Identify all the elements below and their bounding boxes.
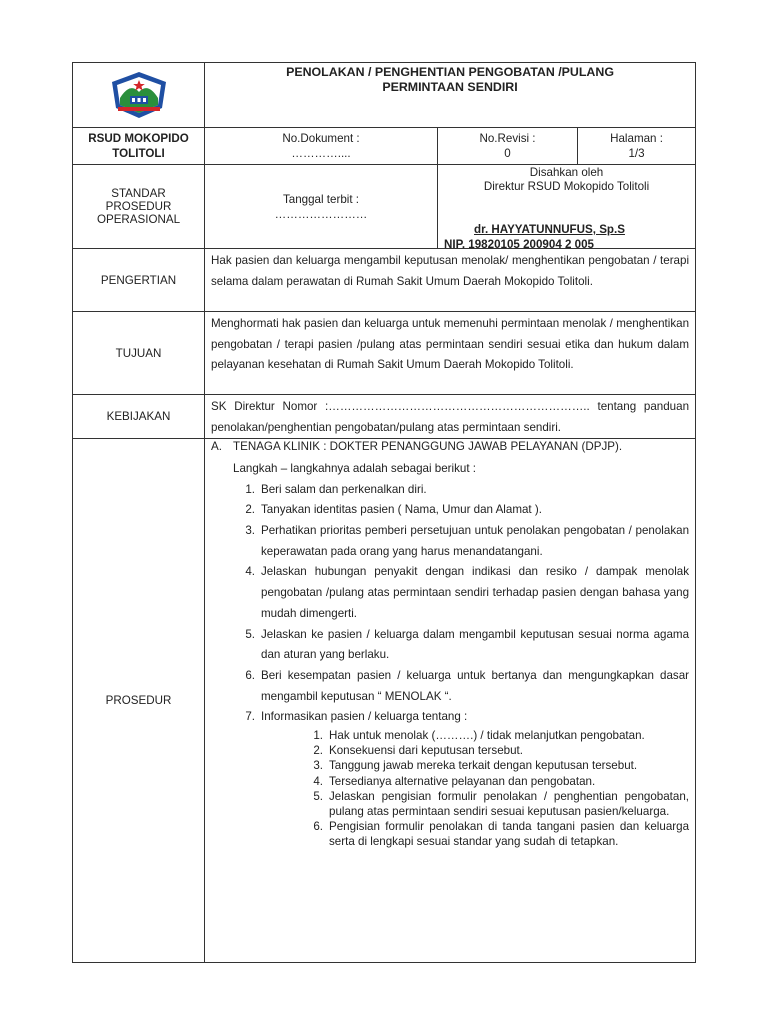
no-dokumen-cell — [205, 128, 438, 165]
pengesahan-cell — [438, 165, 696, 249]
item-text: Beri kesempatan pasien / keluarga untuk bertanya dan mengungkapkan dasar mengambil keputusan “ MENOLAK “. — [261, 668, 690, 703]
item-number: 3. — [313, 759, 323, 773]
item-text: Pengisian formulir penolakan di tanda tangani pasien dan keluarga serta di lengkapi sesuai standar yang sudah di tetapkan. — [329, 820, 690, 849]
list-item — [233, 707, 689, 728]
halaman-value: 1/3 — [628, 147, 645, 160]
item-number: 5. — [245, 627, 255, 641]
item-number: 4. — [245, 565, 255, 579]
item-number: 4. — [313, 774, 323, 788]
item-text: Tersedianya alternative pelayanan dan pengobatan. — [329, 774, 596, 788]
tujuan-text: Menghormati hak pasien dan keluarga untuk memenuhi permintaan menolak / menghentikan pengobatan / terapi pasien /pulang atas permintaan sendiri sesuai etika dan hukum dalam pelayanan kesehatan di Rumah Sakit Umum Daerah Mokopido Tolitoli. — [205, 312, 696, 395]
substeps-list — [211, 728, 689, 850]
item-number: 1. — [313, 729, 323, 743]
item-text: Beri salam dan perkenalkan diri. — [261, 482, 427, 496]
list-item — [301, 743, 689, 758]
item-number: 6. — [313, 820, 323, 834]
halaman-cell — [578, 128, 696, 165]
item-text: Perhatikan prioritas pemberi persetujuan untuk penolakan pengobatan / penolakan keperawatan pada orang yang harus menandatangani. — [261, 524, 690, 558]
no-revisi-value: 0 — [504, 147, 511, 160]
item-text: Informasikan pasien / keluarga tentang : — [261, 710, 468, 724]
pengertian-label: PENGERTIAN — [73, 249, 205, 312]
signer-name: dr. HAYYATUNNUFUS, Sp.S — [474, 223, 625, 236]
item-text: Tanyakan identitas pasien ( Nama, Umur dan Alamat ). — [261, 503, 542, 517]
section-a-title: TENAGA KLINIK : DOKTER PENANGGUNG JAWAB PELAYANAN (DPJP). — [233, 440, 623, 454]
hospital-logo — [108, 68, 170, 120]
item-number: 7. — [245, 710, 255, 724]
item-number: 3. — [245, 524, 255, 538]
steps-intro: Langkah – langkahnya adalah sebagai berikut : — [233, 461, 477, 475]
signer-nip: NIP. 19820105 200904 2 005 — [444, 238, 594, 251]
steps-list — [211, 480, 689, 728]
sop-line-3: OPERASIONAL — [96, 213, 181, 226]
prosedur-content — [205, 439, 696, 963]
list-item — [233, 500, 689, 521]
item-number: 5. — [313, 789, 323, 803]
title-line-2: PERMINTAAN SENDIRI — [382, 80, 518, 94]
logo-cell — [73, 63, 205, 128]
item-text: Jelaskan hubungan penyakit dengan indikasi dan resiko / dampak menolak pengobatan /pulang atas permintaan sendiri terhadap pasien dengan bahasa yang mudah dimengerti. — [261, 565, 690, 620]
kebijakan-label: KEBIJAKAN — [73, 395, 205, 439]
item-text: Konsekuensi dari keputusan tersebut. — [329, 744, 523, 758]
item-number: 6. — [245, 668, 255, 682]
kebijakan-text: SK Direktur Nomor :………………………………………………………….. tentang panduan penolakan/penghentian pengobatan/pulang atas permintaan sendiri. — [205, 395, 696, 439]
list-item — [233, 666, 689, 707]
sop-line-2: PROSEDUR — [105, 200, 172, 213]
title-line-1: PENOLAKAN / PENGHENTIAN PENGOBATAN /PULANG — [286, 65, 614, 79]
list-item — [301, 758, 689, 773]
list-item — [233, 480, 689, 501]
sop-line-1: STANDAR — [111, 187, 166, 200]
no-revisi-cell — [438, 128, 578, 165]
direktur-title: Direktur RSUD Mokopido Tolitoli — [483, 180, 650, 193]
no-revisi-label: No.Revisi : — [479, 132, 536, 145]
section-a-marker: A. — [211, 440, 222, 454]
list-item — [233, 562, 689, 624]
document-title — [205, 63, 696, 128]
list-item — [301, 774, 689, 789]
prosedur-label: PROSEDUR — [73, 439, 205, 963]
sop-table — [72, 62, 696, 963]
list-item — [233, 521, 689, 562]
item-number: 1. — [245, 482, 255, 496]
halaman-label: Halaman : — [610, 132, 663, 145]
hospital-name — [73, 128, 205, 165]
disahkan-oleh: Disahkan oleh — [529, 166, 604, 179]
hospital-name-line-2: TOLITOLI — [112, 147, 165, 160]
item-text: Hak untuk menolak (……….) / tidak melanjutkan pengobatan. — [329, 729, 645, 743]
pengertian-text: Hak pasien dan keluarga mengambil keputusan menolak/ menghentikan pengobatan / terapi selama dalam perawatan di Rumah Sakit Umum Daerah Mokopido Tolitoli. — [205, 249, 696, 312]
list-item — [301, 728, 689, 743]
list-item — [301, 819, 689, 849]
item-text: Tanggung jawab mereka terkait dengan keputusan tersebut. — [329, 759, 638, 773]
tujuan-label: TUJUAN — [73, 312, 205, 395]
item-number: 2. — [313, 744, 323, 758]
no-dokumen-label: No.Dokument : — [282, 132, 360, 145]
no-dokumen-value: ………….... — [291, 147, 351, 160]
item-number: 2. — [245, 503, 255, 517]
item-text: Jelaskan ke pasien / keluarga dalam mengambil keputusan sesuai norma agama dan aturan yang berlaku. — [261, 627, 690, 662]
prosedur-section-a — [211, 439, 689, 455]
tanggal-terbit-cell — [205, 165, 438, 249]
sop-document — [72, 62, 695, 956]
hospital-name-line-1: RSUD MOKOPIDO — [88, 132, 189, 145]
sop-label — [73, 165, 205, 249]
tanggal-terbit-value: …………………… — [274, 207, 368, 221]
tanggal-terbit-label: Tanggal terbit : — [282, 192, 360, 206]
list-item — [233, 625, 689, 666]
list-item — [301, 789, 689, 819]
item-text: Jelaskan pengisian formulir penolakan / penghentian pengobatan, pulang atas permintaan sendiri sesuai keputusan pasien/keluarga. — [329, 789, 690, 819]
